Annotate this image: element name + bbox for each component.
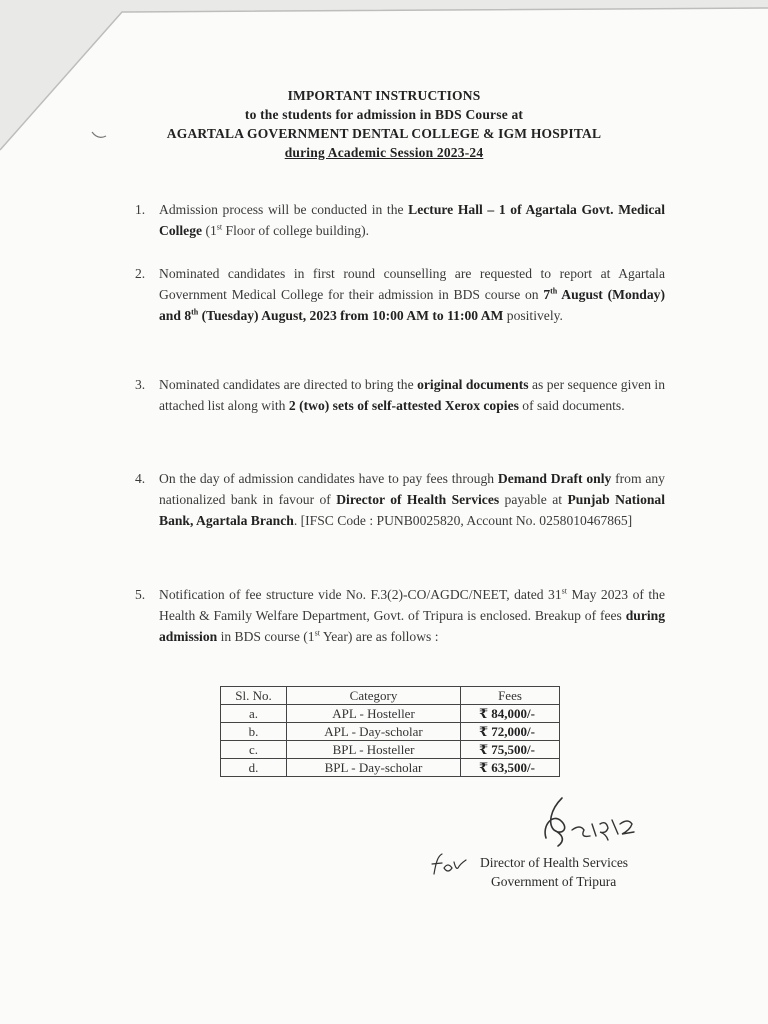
item-number: 4. xyxy=(135,471,146,486)
document-header xyxy=(0,86,768,162)
signatory-block xyxy=(480,853,680,891)
fee-amount: ₹ 63,500/- xyxy=(461,759,560,777)
signatory-office: Government of Tripura xyxy=(491,874,617,889)
table-cell: BPL - Hosteller xyxy=(287,741,461,759)
header-institution: AGARTALA GOVERNMENT DENTAL COLLEGE & IGM HOSPITAL xyxy=(166,126,602,141)
table-row xyxy=(221,705,560,723)
signatory-designation: Director of Health Services xyxy=(480,855,629,870)
table-cell: c. xyxy=(221,741,287,759)
table-row xyxy=(221,723,560,741)
fee-amount: ₹ 84,000/- xyxy=(461,705,560,723)
table-cell: b. xyxy=(221,723,287,741)
instruction-item-3 xyxy=(135,374,665,416)
header-session: during Academic Session 2023-24 xyxy=(284,145,484,160)
item-text: On the day of admission candidates have to pay fees through Demand Draft only from any nationalized bank in favour of Director of Health Services payable at Punjab National Bank, Agartala Branch. [IFSC Code : PUNB0025820, Account No. 0258010467865] xyxy=(159,471,665,528)
fee-table xyxy=(220,686,560,777)
for-mark xyxy=(430,848,470,878)
table-cell: APL - Day-scholar xyxy=(287,723,461,741)
item-number: 5. xyxy=(135,587,146,602)
item-text: Admission process will be conducted in the Lecture Hall – 1 of Agartala Govt. Medical College (1st Floor of college building). xyxy=(159,202,666,238)
column-header: Sl. No. xyxy=(221,687,287,705)
table-row xyxy=(221,759,560,777)
fee-amount: ₹ 75,500/- xyxy=(461,741,560,759)
header-title: IMPORTANT INSTRUCTIONS xyxy=(287,88,481,103)
table-row xyxy=(221,741,560,759)
column-header: Fees xyxy=(461,687,560,705)
item-number: 1. xyxy=(135,202,146,217)
table-cell: a. xyxy=(221,705,287,723)
column-header: Category xyxy=(287,687,461,705)
instruction-item-2 xyxy=(135,263,665,326)
item-text: Nominated candidates in first round counselling are requested to report at Agartala Government Medical College for their admission in BDS course on 7th August (Monday) and 8th (Tuesday) August, 2023 from 10:00 AM to 11:00 AM positively. xyxy=(159,266,665,323)
instruction-item-4 xyxy=(135,468,665,531)
header-subtitle: to the students for admission in BDS Course at xyxy=(244,107,524,122)
fee-table-header xyxy=(221,687,560,705)
item-number: 2. xyxy=(135,266,146,281)
table-cell: APL - Hosteller xyxy=(287,705,461,723)
table-cell: d. xyxy=(221,759,287,777)
fee-amount: ₹ 72,000/- xyxy=(461,723,560,741)
item-number: 3. xyxy=(135,377,146,392)
instruction-item-5 xyxy=(135,584,665,647)
table-cell: BPL - Day-scholar xyxy=(287,759,461,777)
item-text: Nominated candidates are directed to bring the original documents as per sequence given in attached list along with 2 (two) sets of self-attested Xerox copies of said documents. xyxy=(159,377,666,413)
item-text: Notification of fee structure vide No. F.3(2)-CO/AGDC/NEET, dated 31st May 2023 of the Health & Family Welfare Department, Govt. of Tripura is enclosed. Breakup of fees during admission in BDS course (1st Year) are as follows : xyxy=(159,586,665,644)
instruction-item-1 xyxy=(135,199,665,241)
